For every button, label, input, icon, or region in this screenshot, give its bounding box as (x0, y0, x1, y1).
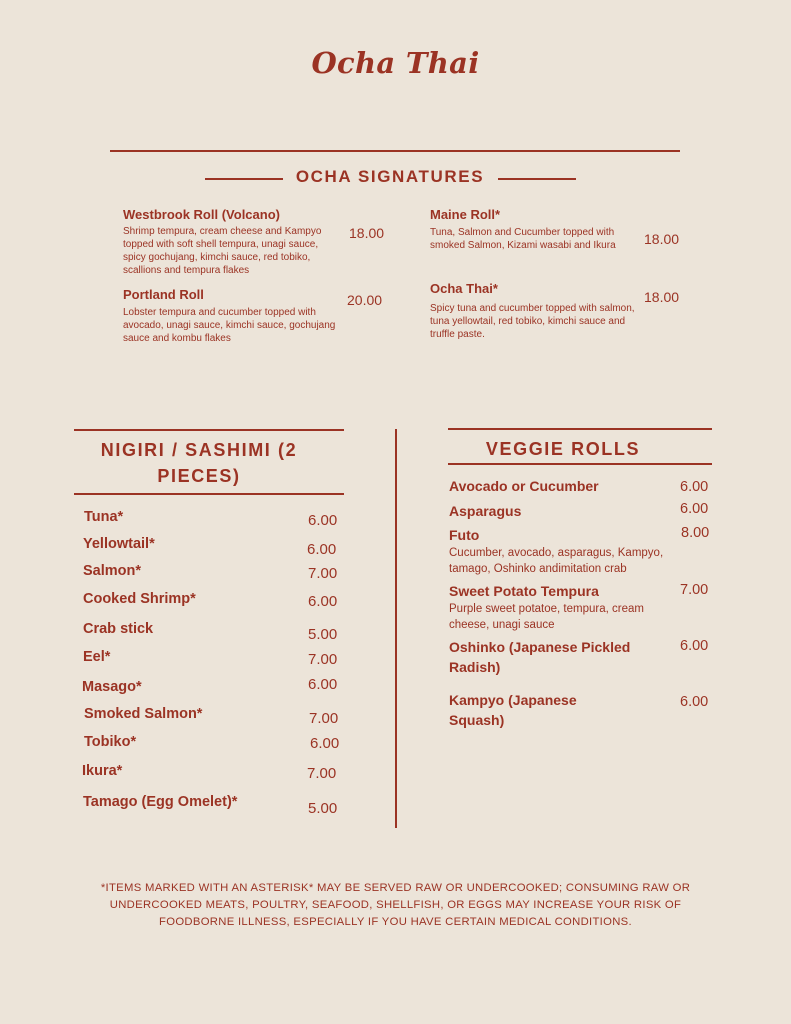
veggie-item (449, 581, 674, 633)
nigiri-item-price: 6.00 (308, 512, 338, 529)
nigiri-heading-rule-bottom (74, 493, 344, 495)
nigiri-heading-rule-top (74, 429, 344, 431)
veggie-heading: VEGGIE ROLLS (485, 439, 641, 459)
veggie-item-price: 6.00 (680, 479, 709, 495)
veggie-item-description: Cucumber, avocado, asparagus, Kampyo, tamago, Oshinko andimitation crab (449, 547, 664, 575)
column-divider (395, 429, 397, 828)
nigiri-heading-line1: NIGIRI / SASHIMI (2 (100, 440, 298, 460)
nigiri-item-name: Masago* (82, 679, 142, 695)
nigiri-item-price: 5.00 (308, 800, 338, 817)
veggie-item-name: Avocado or Cucumber (449, 478, 599, 494)
restaurant-title: Ocha Thai (311, 46, 480, 80)
nigiri-item-name: Tuna* (84, 509, 124, 525)
nigiri-item-price: 7.00 (309, 710, 339, 727)
signature-item-description: Shrimp tempura, cream cheese and Kampyo topped with soft shell tempura, unagi sauce, spicy gochujang, kimchi sauce, red tobiko, scallions and tempura flakes (123, 226, 322, 276)
nigiri-item-price: 7.00 (308, 651, 338, 668)
signature-item-price: 18.00 (644, 289, 680, 305)
nigiri-item-price: 6.00 (310, 735, 340, 752)
top-divider (110, 150, 680, 152)
nigiri-item-name: Ikura* (82, 763, 123, 779)
signature-item (123, 207, 338, 277)
nigiri-item-name: Smoked Salmon* (84, 706, 203, 722)
nigiri-item-price: 6.00 (307, 541, 337, 558)
signature-item (430, 281, 635, 341)
veggie-item-price: 6.00 (680, 501, 709, 517)
nigiri-item-name: Tamago (Egg Omelet)* (83, 794, 238, 810)
veggie-heading-rule-top (448, 428, 712, 430)
signature-item-price: 18.00 (349, 225, 385, 241)
signatures-heading-rule-right (498, 178, 576, 180)
nigiri-item-name: Tobiko* (84, 734, 137, 750)
nigiri-heading-line2: PIECES) (157, 466, 241, 486)
nigiri-heading (74, 437, 324, 489)
nigiri-item-name: Crab stick (83, 621, 154, 637)
signature-item-name: Maine Roll* (430, 207, 501, 222)
veggie-item-name: Futo (449, 527, 480, 543)
signature-item-price: 18.00 (644, 231, 680, 247)
veggie-item-description: Purple sweet potatoe, tempura, cream cheese, unagi sauce (449, 603, 644, 631)
signature-item-description: Spicy tuna and cucumber topped with salmon, tuna yellowtail, red tobiko, kimchi sauce and truffle paste. (430, 303, 635, 340)
signature-item (430, 207, 635, 252)
nigiri-item-price: 5.00 (308, 626, 338, 643)
signature-item-description: Tuna, Salmon and Cucumber topped with smoked Salmon, Kizami wasabi and Ikura (430, 227, 616, 251)
signature-item-name: Portland Roll (123, 287, 204, 302)
signature-item-description: Lobster tempura and cucumber topped with avocado, unagi sauce, kimchi sauce, gochujang sauce and kombu flakes (123, 307, 336, 344)
signature-item-name: Westbrook Roll (Volcano) (123, 207, 280, 222)
nigiri-item-name: Cooked Shrimp* (83, 591, 196, 607)
signature-item-name: Ocha Thai* (430, 281, 498, 296)
signatures-heading: OCHA SIGNATURES (295, 167, 485, 186)
nigiri-item-name: Yellowtail* (83, 536, 155, 552)
nigiri-item-price: 7.00 (307, 765, 337, 782)
nigiri-item-price: 6.00 (308, 593, 338, 610)
veggie-item-name: Sweet Potato Tempura (449, 583, 599, 599)
veggie-heading-rule-bottom (448, 463, 712, 465)
veggie-item-name: Asparagus (449, 503, 522, 519)
veggie-item-price: 8.00 (681, 525, 710, 541)
allergy-disclaimer: *ITEMS MARKED WITH AN ASTERISK* MAY BE SERVED RAW OR UNDERCOOKED; CONSUMING RAW OR UNDERCOOKED MEATS, POULTRY, SEAFOOD, SHELLFISH, OR EGGS MAY INCREASE YOUR RISK OF FOODBORNE ILLNESS, ESPECIALLY IF YOU HAVE CERTAIN MEDICAL CONDITIONS. (100, 882, 691, 928)
veggie-item (449, 525, 684, 577)
nigiri-item-name: Salmon* (83, 563, 142, 579)
signature-item-price: 20.00 (347, 292, 383, 308)
nigiri-item-name: Eel* (83, 649, 111, 665)
veggie-item-price: 6.00 (680, 694, 709, 710)
signature-item (123, 287, 338, 345)
nigiri-item-price: 6.00 (308, 676, 338, 693)
signatures-heading-rule-left (205, 178, 283, 180)
nigiri-item-price: 7.00 (308, 565, 338, 582)
veggie-item-price: 6.00 (680, 638, 709, 654)
veggie-item-name: Oshinko (Japanese Pickled Radish) (449, 639, 631, 675)
veggie-item-name: Kampyo (Japanese Squash) (449, 692, 577, 728)
veggie-item-price: 7.00 (680, 582, 709, 598)
